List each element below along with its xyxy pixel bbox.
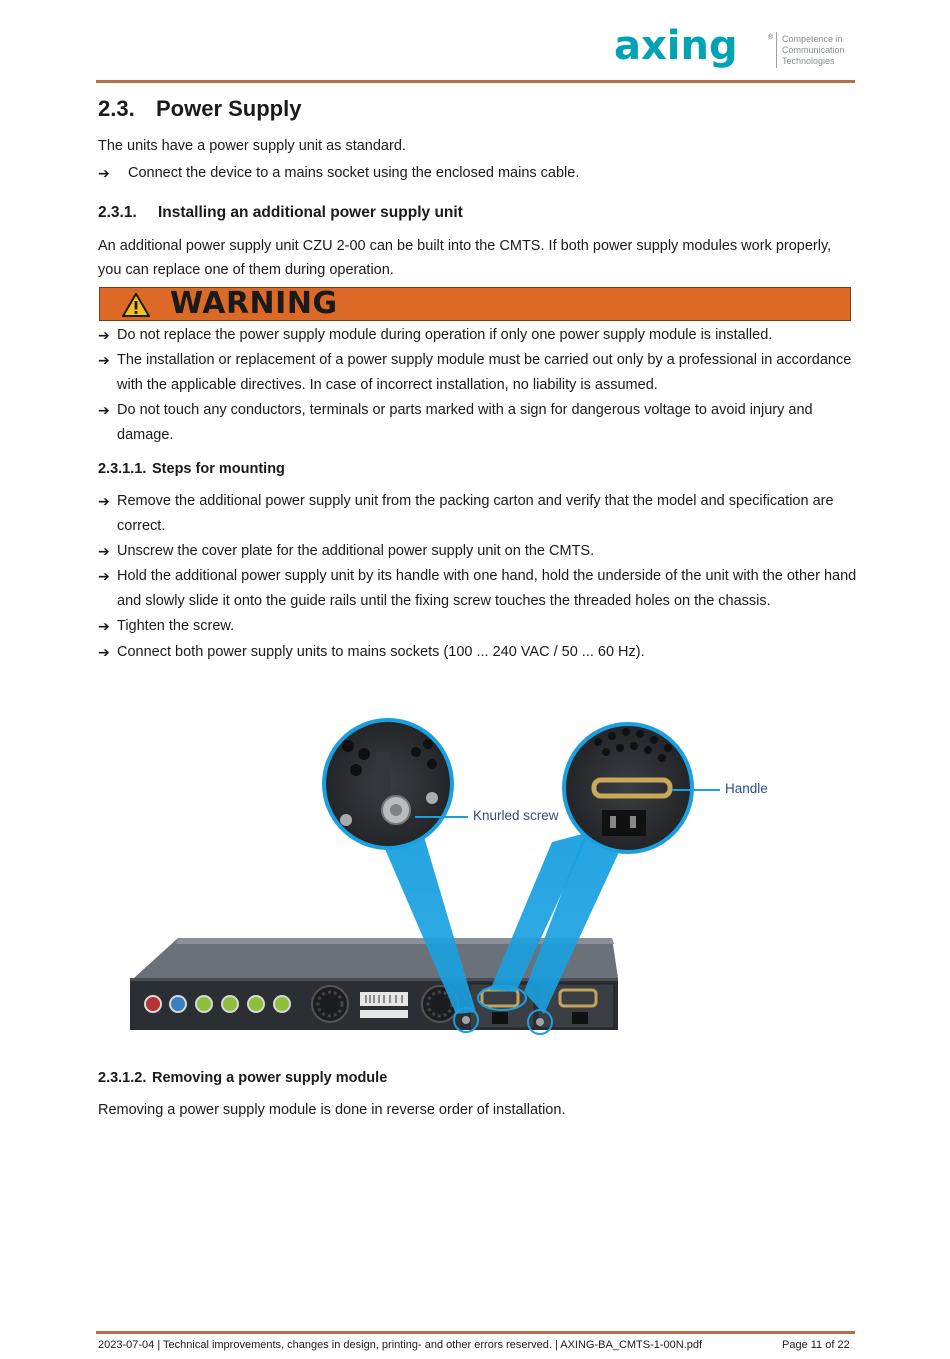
mounting-title: Steps for mounting (152, 461, 285, 477)
section-heading (98, 96, 301, 122)
arrow-icon: ➔ (98, 402, 110, 418)
warning-item (98, 323, 858, 348)
mounting-step (98, 640, 858, 665)
mounting-step-text: Connect both power supply units to mains sockets (100 ... 240 VAC / 50 ... 60 Hz). (117, 644, 645, 660)
section-intro: The units have a power supply unit as standard. (98, 138, 406, 154)
mounting-step (98, 564, 858, 614)
arrow-icon: ➔ (98, 644, 110, 660)
arrow-icon: ➔ (98, 165, 110, 181)
mounting-step (98, 614, 858, 639)
tagline-line: Competence in (782, 34, 843, 44)
mounting-step (98, 539, 858, 564)
subsection-heading (98, 204, 463, 222)
subsection-body: An additional power supply unit CZU 2-00 can be built into the CMTS. If both power supply modules work properly, you can replace one of them during operation. (98, 238, 832, 278)
mounting-step (98, 489, 858, 539)
warning-triangle-icon (122, 292, 150, 318)
footer-notice: 2023-07-04 | Technical improvements, changes in design, printing- and other errors reserved. | AXING-BA_CMTS-1-00N.pdf (98, 1339, 703, 1351)
logo-registered-mark: ® (768, 34, 774, 41)
logo-wordmark: axing (614, 23, 738, 69)
logo-tagline (782, 34, 845, 67)
arrow-icon: ➔ (98, 543, 110, 559)
mounting-step-text: Tighten the screw. (117, 618, 235, 634)
removing-body: Removing a power supply module is done in reverse order of installation. (98, 1102, 566, 1118)
removing-heading (98, 1070, 387, 1086)
cmts-rear-panel-figure (120, 692, 770, 1042)
footer-rule (96, 1331, 855, 1334)
subsection-number: 2.3.1. (98, 204, 137, 221)
removing-title: Removing a power supply module (152, 1070, 388, 1086)
section-number: 2.3. (98, 96, 135, 121)
axing-logo (614, 23, 854, 72)
subsection-title: Installing an additional power supply unit (158, 204, 463, 221)
page-number: Page 11 of 22 (782, 1339, 850, 1351)
mounting-number: 2.3.1.1. (98, 461, 147, 477)
warning-label: WARNING (170, 286, 338, 321)
mounting-step-text: Unscrew the cover plate for the additional power supply unit on the CMTS. (117, 543, 595, 559)
logo-divider (776, 32, 777, 68)
mounting-step-text: Remove the additional power supply unit from the packing carton and verify that the model and specification are correct. (117, 493, 834, 534)
warning-item (98, 348, 858, 398)
cmts-illustration (120, 692, 770, 1042)
warning-banner (99, 287, 851, 321)
warning-item-text: Do not touch any conductors, terminals or parts marked with a sign for dangerous voltage to avoid injury and damage. (117, 402, 813, 443)
arrow-icon: ➔ (98, 327, 110, 343)
instruction-item (98, 161, 858, 186)
header-rule (96, 80, 855, 83)
arrow-icon: ➔ (98, 568, 110, 584)
instruction-text: Connect the device to a mains socket using the enclosed mains cable. (128, 165, 580, 181)
warning-item (98, 398, 858, 448)
removing-number: 2.3.1.2. (98, 1070, 147, 1086)
callout-knurled-screw: Knurled screw (473, 808, 559, 823)
callout-handle: Handle (725, 781, 768, 796)
warning-item-text: Do not replace the power supply module during operation if only one power supply module is installed. (117, 327, 773, 343)
tagline-line: Technologies (782, 56, 835, 66)
tagline-line: Communication (782, 45, 845, 55)
arrow-icon: ➔ (98, 618, 110, 634)
mounting-step-text: Hold the additional power supply unit by its handle with one hand, hold the underside of the unit with the other hand and slowly slide it onto the guide rails until the fixing screw touches the threaded holes on the chassis. (117, 568, 857, 609)
arrow-icon: ➔ (98, 352, 110, 368)
arrow-icon: ➔ (98, 493, 110, 509)
warning-item-text: The installation or replacement of a power supply module must be carried out only by a professional in accordance with the applicable directives. In case of incorrect installation, no liability is assumed. (117, 352, 852, 393)
section-title: Power Supply (156, 96, 302, 121)
mounting-heading (98, 461, 285, 477)
